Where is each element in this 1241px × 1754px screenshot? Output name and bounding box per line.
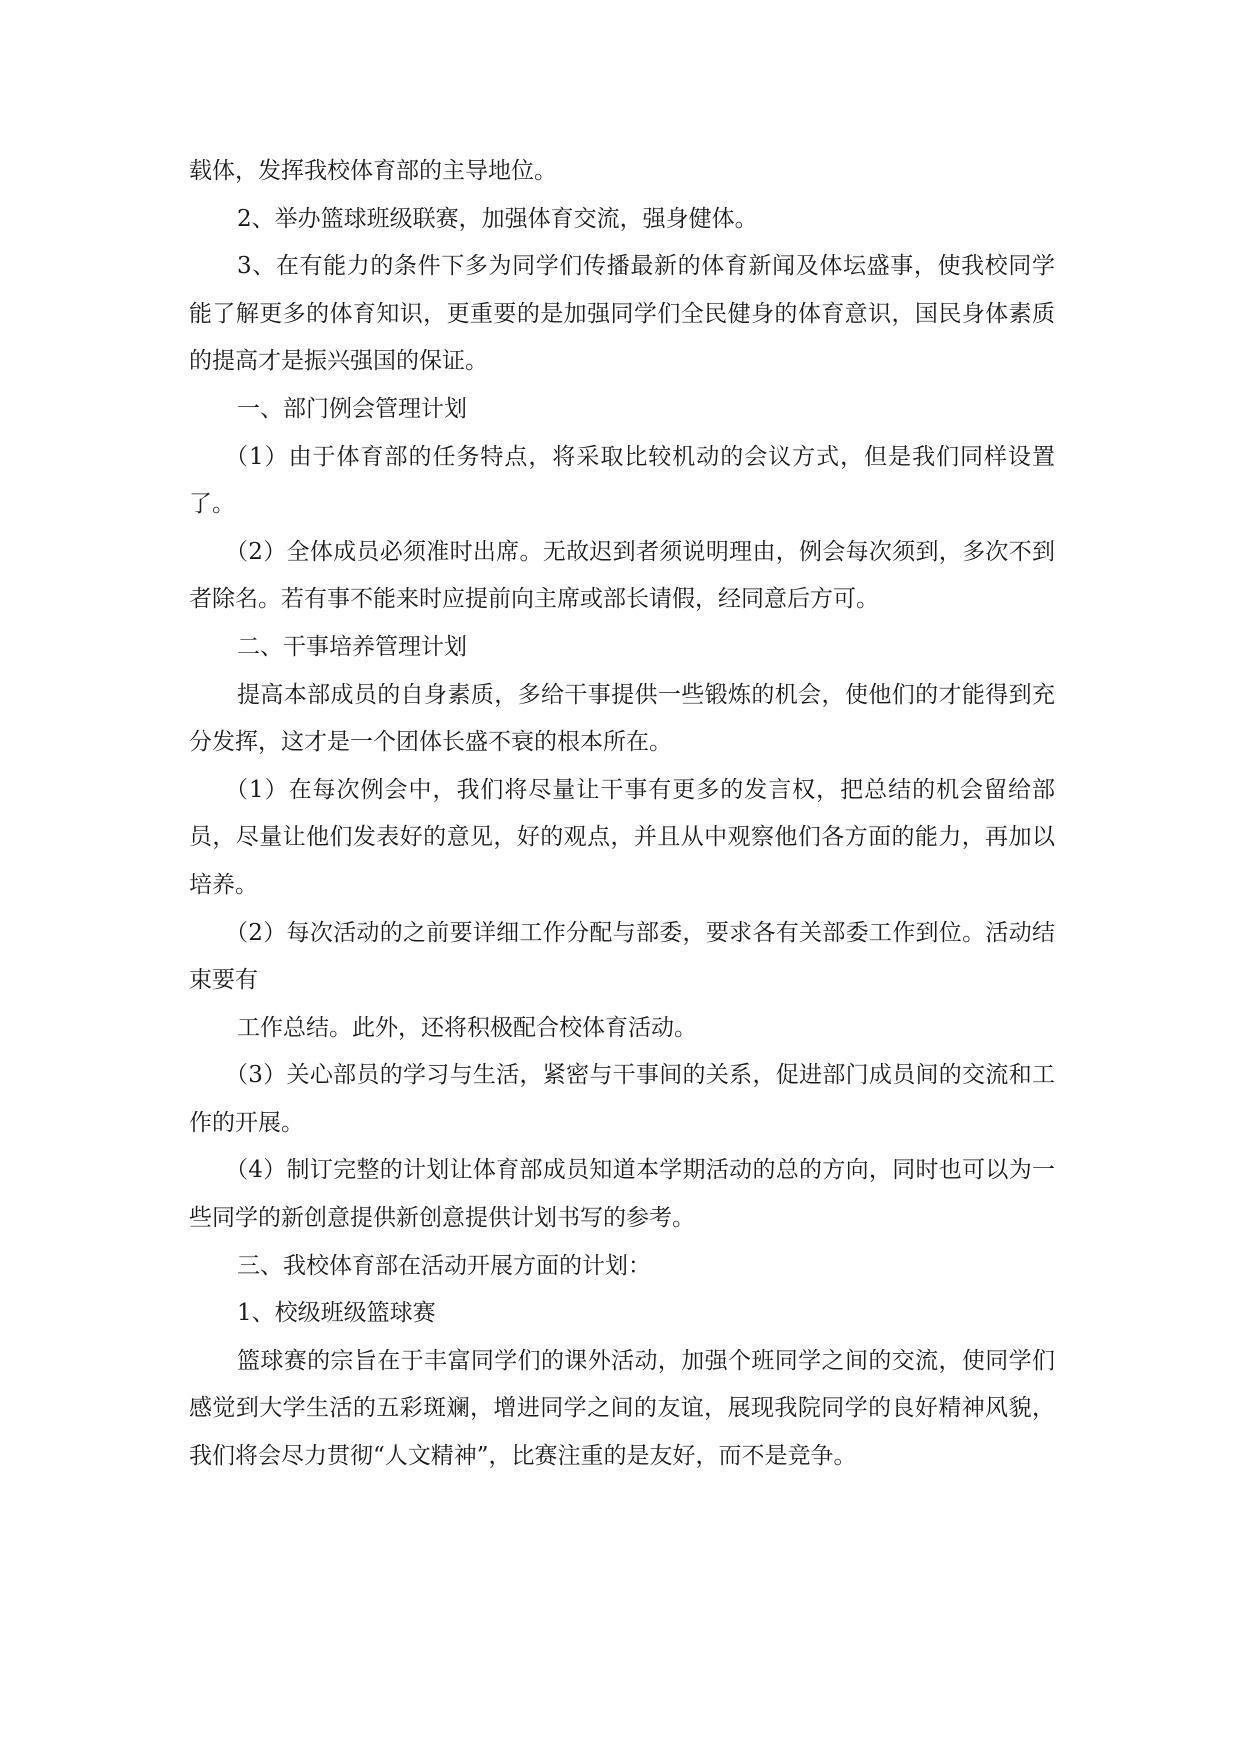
paragraph: 载体，发挥我校体育部的主导地位。	[189, 158, 557, 184]
section-heading: 二、干事培养管理计划	[237, 633, 467, 660]
paragraph: 提高本部成员的自身素质，多给干事提供一些锻炼的机会，使他们的才能得到充分发挥，这才是一个团体长盛不衰的根本所在。	[189, 681, 1055, 756]
paragraph: （1）在每次例会中，我们将尽量让干事有更多的发言权，把总结的机会留给部员，尽量让他们发表好的意见，好的观点，并且从中观察他们各方面的能力，再加以培养。	[189, 776, 1055, 898]
paragraph: （3）关心部员的学习与生活，紧密与干事间的关系，促进部门成员间的交流和工作的开展。	[189, 1062, 1055, 1136]
paragraph: 篮球赛的宗旨在于丰富同学们的课外活动，加强个班同学之间的交流，使同学们感觉到大学生活的五彩斑斓，增进同学之间的友谊，展现我院同学的良好精神风貌，我们将会尽力贯彻“人文精神”，比赛注重的是友好，而不是竞争。	[189, 1347, 1055, 1470]
section-heading: 三、我校体育部在活动开展方面的计划：	[237, 1252, 651, 1279]
document-body	[189, 148, 1055, 1481]
paragraph: 3、在有能力的条件下多为同学们传播最新的体育新闻及体坛盛事，使我校同学能了解更多的体育知识，更重要的是加强同学们全民健身的体育意识，国民身体素质的提高才是振兴强国的保证。	[189, 253, 1055, 375]
paragraph: （1）由于体育部的任务特点，将采取比较机动的会议方式，但是我们同样设置了。	[189, 443, 1055, 518]
section-heading: 一、部门例会管理计划	[237, 395, 467, 422]
paragraph: 工作总结。此外，还将积极配合校体育活动。	[237, 1014, 697, 1041]
paragraph: （2）全体成员必须准时出席。无故迟到者须说明理由，例会每次须到，多次不到者除名。若有事不能来时应提前向主席或部长请假，经同意后方可。	[189, 538, 1055, 613]
paragraph: （4）制订完整的计划让体育部成员知道本学期活动的总的方向，同时也可以为一些同学的新创意提供新创意提供计划书写的参考。	[189, 1157, 1055, 1232]
subsection-heading: 1、校级班级篮球赛	[237, 1300, 436, 1327]
paragraph: 2、举办篮球班级联赛，加强体育交流，强身健体。	[237, 205, 758, 232]
paragraph: （2）每次活动的之前要详细工作分配与部委，要求各有关部委工作到位。活动结束要有	[189, 919, 1055, 994]
